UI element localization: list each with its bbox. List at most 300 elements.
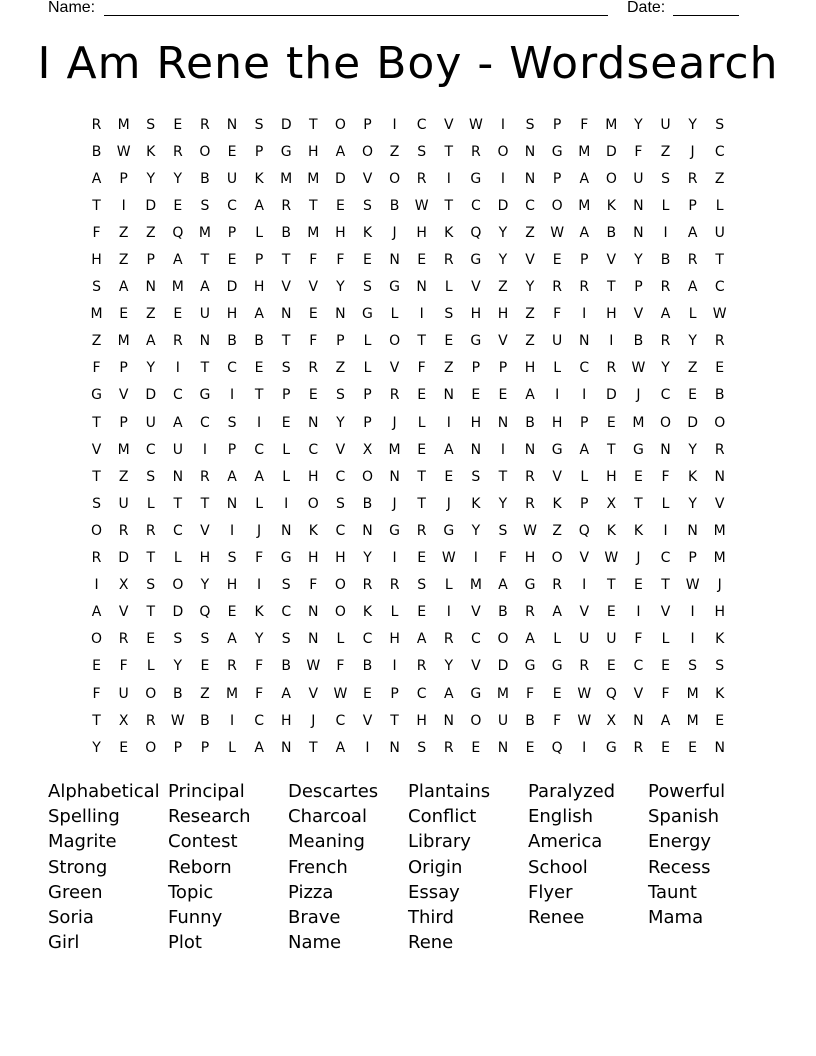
grid-letter: I — [690, 631, 695, 648]
grid-letter: E — [308, 306, 318, 323]
grid-letter: H — [524, 550, 536, 567]
grid-letter: R — [525, 468, 535, 485]
word-list-item: Descartes — [288, 781, 379, 802]
grid-letter: E — [444, 468, 454, 485]
word-list-item: Topic — [168, 881, 214, 903]
grid-letter: M — [388, 441, 401, 458]
grid-row — [83, 246, 735, 273]
grid-letter: N — [714, 739, 725, 756]
grid-letter: Q — [172, 224, 184, 241]
grid-letter: G — [280, 550, 292, 567]
word-list — [48, 779, 768, 955]
grid-letter: I — [446, 604, 451, 621]
grid-letter: N — [497, 739, 509, 756]
grid-letter: Z — [525, 224, 535, 241]
grid-letter: A — [281, 685, 291, 702]
grid-letter: G — [91, 387, 102, 404]
grid-letter: V — [525, 252, 535, 269]
grid-letter: N — [578, 333, 590, 350]
grid-letter: N — [362, 522, 373, 539]
grid-letter: M — [307, 224, 320, 241]
grid-row — [83, 572, 735, 599]
grid-letter: F — [553, 712, 562, 729]
grid-letter: M — [578, 143, 591, 160]
grid-letter: E — [417, 604, 427, 621]
grid-letter: Z — [525, 306, 535, 323]
grid-letter: K — [688, 468, 698, 485]
grid-letter: U — [579, 631, 590, 648]
grid-letter: D — [145, 387, 157, 404]
grid-letter: W — [441, 550, 456, 567]
grid-letter: R — [579, 658, 590, 675]
grid-letter: A — [687, 279, 698, 296]
grid-letter: I — [202, 441, 207, 458]
grid-row — [83, 138, 735, 165]
word-list-item: Soria — [48, 906, 94, 928]
grid-letter: R — [172, 143, 183, 160]
grid-letter: R — [443, 739, 454, 756]
grid-letter: P — [363, 387, 372, 404]
grid-letter: H — [470, 414, 482, 431]
grid-letter: D — [145, 197, 157, 214]
grid-letter: H — [551, 414, 563, 431]
grid-letter: C — [470, 631, 481, 648]
grid-letter: A — [579, 441, 590, 458]
grid-letter: X — [606, 712, 617, 729]
grid-letter: V — [443, 116, 454, 133]
word-list-item: America — [528, 831, 603, 853]
grid-letter: O — [497, 631, 509, 648]
grid-letter: T — [92, 414, 101, 431]
grid-letter: W — [550, 224, 565, 241]
grid-letter: F — [336, 658, 345, 675]
grid-letter: S — [227, 550, 237, 567]
grid-letter: Z — [525, 333, 535, 350]
grid-letter: P — [119, 360, 128, 377]
grid-letter: S — [173, 631, 183, 648]
grid-letter: K — [471, 495, 481, 512]
grid-letter: E — [119, 739, 129, 756]
grid-letter: G — [605, 739, 617, 756]
grid-letter: J — [392, 495, 397, 512]
grid-letter: A — [525, 387, 535, 404]
grid-letter: N — [524, 441, 536, 458]
grid-letter: C — [362, 631, 373, 648]
grid-letter: Z — [200, 685, 210, 702]
grid-letter: S — [417, 577, 427, 594]
grid-letter: A — [173, 252, 183, 269]
grid-letter: V — [91, 441, 102, 458]
grid-letter: P — [552, 170, 562, 187]
grid-letter: C — [200, 414, 210, 431]
grid-letter: K — [552, 495, 562, 512]
grid-letter: D — [335, 170, 346, 187]
grid-letter: R — [443, 631, 454, 648]
grid-letter: K — [444, 224, 454, 241]
grid-letter: I — [392, 116, 397, 133]
grid-letter: S — [363, 279, 372, 296]
grid-letter: P — [146, 252, 155, 269]
grid-letter: N — [524, 170, 536, 187]
grid-letter: T — [390, 712, 399, 729]
grid-row — [83, 599, 735, 626]
grid-letter: F — [553, 306, 562, 323]
grid-letter: W — [333, 685, 348, 702]
grid-letter: G — [470, 252, 482, 269]
grid-letter: R — [714, 441, 725, 458]
grid-letter: Y — [336, 414, 345, 431]
grid-letter: Y — [688, 441, 697, 458]
word-list-item: Powerful — [648, 781, 726, 802]
grid-letter: Y — [146, 360, 156, 377]
grid-letter: A — [443, 441, 454, 458]
grid-letter: R — [145, 712, 156, 729]
word-list-item: Essay — [408, 881, 460, 903]
grid-letter: H — [606, 468, 617, 485]
grid-letter: Y — [661, 360, 670, 377]
grid-letter: S — [471, 468, 481, 485]
grid-row — [83, 111, 735, 138]
grid-letter: E — [281, 414, 291, 431]
grid-letter: P — [336, 333, 345, 350]
grid-letter: P — [363, 116, 372, 133]
grid-letter: F — [92, 685, 101, 702]
grid-letter: R — [552, 279, 562, 296]
word-list-item: Recess — [648, 856, 711, 878]
grid-letter: A — [552, 604, 562, 621]
grid-letter: Y — [634, 116, 643, 133]
grid-letter: S — [200, 631, 210, 648]
grid-letter: F — [634, 143, 643, 160]
grid-letter: S — [254, 116, 264, 133]
grid-letter: R — [362, 577, 373, 594]
grid-letter: Q — [578, 522, 590, 539]
word-list-item: Brave — [288, 906, 341, 928]
grid-letter: N — [335, 306, 346, 323]
grid-letter: N — [145, 279, 156, 296]
grid-letter: U — [172, 441, 183, 458]
grid-letter: E — [444, 333, 454, 350]
grid-letter: H — [199, 550, 211, 567]
grid-letter: P — [634, 279, 643, 296]
grid-letter: F — [336, 252, 345, 269]
grid-letter: A — [687, 224, 698, 241]
grid-letter: E — [417, 441, 427, 458]
word-list-item: Rene — [408, 932, 454, 954]
grid-letter: Y — [92, 739, 101, 756]
grid-letter: F — [119, 658, 128, 675]
grid-letter: L — [146, 658, 155, 675]
grid-letter: Y — [471, 522, 481, 539]
grid-letter: U — [497, 712, 509, 729]
grid-letter: X — [362, 441, 373, 458]
grid-letter: G — [470, 685, 482, 702]
grid-letter: I — [582, 739, 587, 756]
grid-letter: J — [392, 224, 397, 241]
grid-letter: N — [714, 468, 725, 485]
word-list-item: Research — [168, 806, 251, 828]
grid-letter: O — [605, 170, 617, 187]
grid-letter: L — [282, 468, 291, 485]
grid-letter: I — [284, 495, 289, 512]
grid-letter: A — [579, 170, 590, 187]
grid-letter: S — [444, 306, 454, 323]
grid-letter: I — [257, 414, 262, 431]
grid-letter: Y — [688, 495, 697, 512]
grid-letter: D — [605, 143, 617, 160]
grid-letter: V — [606, 252, 617, 269]
grid-letter: M — [686, 712, 699, 729]
grid-letter: E — [606, 604, 616, 621]
grid-letter: I — [365, 739, 370, 756]
grid-letter: V — [362, 170, 373, 187]
grid-letter: N — [633, 197, 644, 214]
grid-letter: M — [469, 577, 482, 594]
grid-letter: W — [712, 306, 727, 323]
grid-letter: O — [145, 685, 157, 702]
grid-letter: C — [227, 360, 237, 377]
grid-letter: N — [308, 604, 319, 621]
grid-letter: Z — [335, 360, 346, 377]
grid-letter: A — [254, 739, 264, 756]
grid-letter: O — [199, 143, 211, 160]
grid-letter: Y — [254, 631, 264, 648]
grid-letter: T — [254, 387, 264, 404]
grid-letter: L — [390, 604, 399, 621]
grid-letter: T — [92, 468, 101, 485]
grid-letter: C — [660, 387, 671, 404]
grid-letter: G — [551, 658, 563, 675]
grid-letter: T — [281, 333, 291, 350]
grid-letter: P — [390, 685, 399, 702]
grid-letter: B — [714, 387, 725, 404]
grid-letter: L — [173, 550, 182, 567]
grid-letter: C — [416, 685, 427, 702]
grid-letter: P — [254, 143, 264, 160]
grid-letter: L — [363, 333, 372, 350]
grid-letter: L — [661, 197, 670, 214]
grid-letter: N — [280, 739, 292, 756]
grid-letter: O — [172, 577, 184, 594]
word-list-item: Green — [48, 881, 103, 903]
grid-letter: E — [254, 360, 264, 377]
grid-letter: D — [497, 658, 509, 675]
word-list-item: Conflict — [408, 806, 477, 828]
grid-letter: S — [281, 577, 291, 594]
grid-letter: R — [579, 279, 590, 296]
grid-letter: R — [416, 170, 427, 187]
grid-letter: T — [200, 360, 210, 377]
grid-letter: L — [580, 468, 589, 485]
grid-letter: O — [551, 550, 563, 567]
grid-letter: R — [606, 360, 617, 377]
grid-row — [83, 328, 735, 355]
grid-letter: A — [145, 333, 156, 350]
grid-letter: K — [362, 224, 373, 241]
grid-letter: I — [500, 116, 506, 133]
grid-letter: C — [172, 522, 183, 539]
word-list-item: Charcoal — [288, 806, 367, 828]
grid-letter: R — [416, 658, 427, 675]
grid-letter: I — [609, 333, 614, 350]
grid-letter: J — [717, 577, 722, 594]
grid-letter: B — [362, 658, 373, 675]
grid-letter: R — [525, 604, 535, 621]
grid-letter: Y — [498, 224, 508, 241]
grid-letter: N — [443, 387, 454, 404]
grid-letter: V — [389, 360, 400, 377]
grid-letter: M — [307, 170, 320, 187]
grid-letter: R — [91, 116, 102, 133]
grid-letter: I — [500, 170, 506, 187]
grid-letter: K — [606, 522, 616, 539]
grid-letter: T — [417, 333, 426, 350]
grid-letter: N — [226, 116, 238, 133]
grid-letter: M — [686, 685, 699, 702]
grid-letter: H — [280, 712, 292, 729]
grid-letter: I — [257, 577, 262, 594]
grid-letter: R — [443, 252, 454, 269]
grid-letter: V — [633, 685, 644, 702]
grid-letter: S — [363, 197, 372, 214]
grid-letter: Q — [551, 739, 563, 756]
grid-letter: O — [361, 143, 373, 160]
grid-letter: N — [633, 224, 644, 241]
grid-letter: S — [146, 468, 156, 485]
grid-letter: F — [661, 685, 670, 702]
grid-letter: E — [308, 387, 318, 404]
grid-letter: H — [497, 306, 509, 323]
grid-letter: L — [553, 631, 562, 648]
grid-letter: V — [633, 306, 644, 323]
grid-letter: E — [525, 739, 535, 756]
grid-letter: N — [280, 522, 292, 539]
grid-letter: N — [687, 522, 698, 539]
grid-letter: B — [362, 495, 373, 512]
grid-letter: K — [715, 631, 725, 648]
grid-letter: T — [200, 495, 210, 512]
grid-letter: U — [118, 495, 129, 512]
grid-letter: W — [116, 143, 131, 160]
grid-letter: J — [690, 143, 695, 160]
grid-letter: W — [414, 197, 429, 214]
grid-letter: N — [280, 306, 292, 323]
grid-letter: S — [281, 360, 291, 377]
grid-letter: D — [172, 604, 184, 621]
grid-letter: I — [175, 360, 180, 377]
grid-row — [83, 545, 735, 572]
grid-letter: B — [525, 712, 535, 729]
grid-letter: P — [580, 495, 589, 512]
grid-letter: X — [606, 495, 617, 512]
grid-letter: P — [580, 414, 589, 431]
grid-letter: I — [121, 197, 126, 214]
grid-letter: U — [145, 414, 156, 431]
word-list-item: Principal — [168, 781, 245, 802]
grid-letter: K — [308, 522, 318, 539]
grid-letter: A — [254, 468, 264, 485]
grid-letter: Y — [336, 279, 345, 296]
grid-letter: W — [631, 360, 646, 377]
grid-letter: I — [229, 387, 235, 404]
grid-letter: R — [389, 387, 400, 404]
grid-letter: Y — [363, 550, 372, 567]
grid-letter: U — [226, 170, 238, 187]
grid-letter: M — [117, 333, 130, 350]
grid-letter: O — [307, 495, 319, 512]
grid-letter: P — [200, 739, 210, 756]
grid-letter: F — [255, 658, 264, 675]
word-list-item: Renee — [528, 906, 585, 928]
grid-letter: V — [118, 604, 129, 621]
page-title: I Am Rene the Boy - Wordsearch — [37, 38, 779, 89]
grid-letter: N — [416, 279, 427, 296]
grid-letter: T — [92, 197, 101, 214]
grid-letter: I — [663, 224, 668, 241]
grid-letter: Z — [118, 224, 129, 241]
grid-letter: Y — [634, 252, 643, 269]
grid-letter: S — [715, 658, 725, 675]
grid-letter: S — [525, 116, 535, 133]
word-list-item: Paralyzed — [528, 781, 616, 802]
grid-letter: J — [446, 495, 451, 512]
grid-letter: E — [200, 658, 210, 675]
grid-letter: N — [226, 495, 238, 512]
grid-letter: A — [227, 631, 237, 648]
grid-letter: R — [227, 658, 237, 675]
word-list-item: Meaning — [288, 831, 365, 853]
grid-letter: Z — [687, 360, 698, 377]
grid-letter: G — [389, 522, 400, 539]
grid-letter: W — [577, 685, 592, 702]
grid-letter: E — [606, 658, 616, 675]
grid-letter: T — [173, 495, 183, 512]
grid-letter: C — [172, 387, 183, 404]
grid-letter: V — [471, 279, 481, 296]
word-list-item: Third — [408, 906, 454, 928]
word-list-item: Alphabetical — [48, 781, 160, 802]
grid-letter: P — [580, 252, 589, 269]
grid-letter: E — [173, 197, 183, 214]
grid-letter: P — [498, 360, 508, 377]
grid-letter: D — [605, 387, 617, 404]
word-list-item: Contest — [168, 831, 238, 853]
grid-letter: D — [687, 414, 698, 431]
grid-letter: B — [389, 197, 400, 214]
grid-row — [83, 192, 735, 219]
grid-letter: B — [606, 224, 617, 241]
letter-grid — [83, 111, 735, 761]
grid-letter: B — [498, 604, 508, 621]
grid-letter: I — [582, 306, 587, 323]
word-list-item: Pizza — [288, 881, 334, 903]
grid-letter: H — [389, 631, 400, 648]
grid-letter: O — [361, 468, 373, 485]
grid-letter: T — [146, 604, 156, 621]
grid-letter: J — [636, 550, 641, 567]
word-list-item: French — [288, 856, 348, 878]
grid-letter: H — [308, 468, 319, 485]
grid-letter: B — [200, 712, 210, 729]
grid-letter: M — [632, 414, 645, 431]
grid-letter: S — [417, 143, 427, 160]
grid-letter: D — [497, 197, 509, 214]
grid-letter: B — [281, 658, 291, 675]
word-list-item: Spanish — [648, 806, 720, 828]
grid-letter: N — [524, 143, 536, 160]
grid-letter: C — [335, 522, 346, 539]
grid-letter: E — [471, 739, 481, 756]
